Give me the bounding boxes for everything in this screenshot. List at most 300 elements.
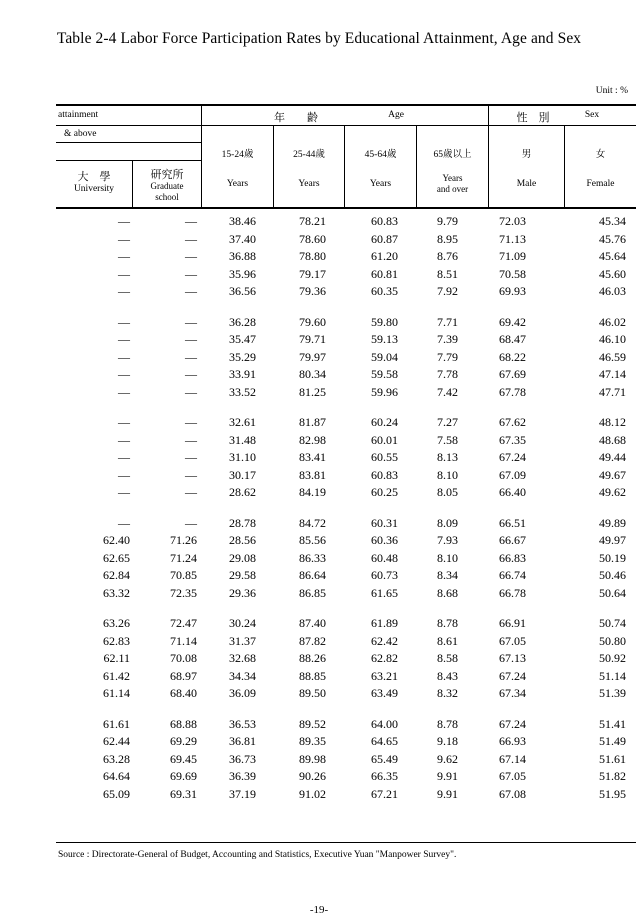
cell-age-65-over: 8.10 (437, 550, 458, 565)
cell-age-65-over: 9.91 (437, 769, 458, 783)
cell-graduate: 69.69 (170, 769, 197, 783)
cell-age-45-64: 60.24 (371, 415, 398, 429)
cell-male: 72.03 (499, 214, 526, 228)
cell-university: 63.26 (103, 616, 130, 630)
cell-age-25-44: 79.71 (299, 332, 326, 346)
cell-male: 67.35 (499, 432, 526, 447)
cell-age-25-44: 82.98 (299, 432, 326, 447)
cell-female: 46.10 (599, 332, 626, 346)
cell-age-45-64: 64.00 (371, 716, 398, 731)
cell-female: 50.19 (599, 550, 626, 565)
header-divider-female (564, 125, 565, 209)
cell-age-25-44: 87.40 (299, 616, 326, 630)
cell-male: 66.78 (499, 585, 526, 600)
cell-female: 51.41 (599, 716, 626, 731)
cell-age-15-24: 28.78 (229, 515, 256, 530)
cell-age-65-over: 8.43 (437, 668, 458, 683)
cell-university: 63.28 (103, 751, 130, 766)
cell-age-25-44: 78.60 (299, 231, 326, 246)
cell-age-15-24: 29.08 (229, 550, 256, 565)
cell-age-25-44: 88.26 (299, 651, 326, 665)
row-group (56, 715, 636, 803)
cell-university: — (118, 266, 130, 281)
cell-age-45-64: 60.87 (371, 231, 398, 246)
cell-age-25-44: 86.33 (299, 550, 326, 565)
cell-age-65-over: 7.78 (437, 367, 458, 381)
age-25-44-zh: 25-44歲 (293, 150, 325, 160)
cell-female: 51.49 (599, 734, 626, 748)
cell-university: 62.83 (103, 633, 130, 648)
cell-male: 67.34 (499, 686, 526, 700)
cell-age-15-24: 34.34 (229, 668, 256, 683)
cell-female: 49.62 (599, 485, 626, 499)
cell-graduate: — (185, 515, 197, 530)
cell-age-65-over: 7.39 (437, 332, 458, 346)
cell-female: 50.92 (599, 651, 626, 665)
cell-university: 62.40 (103, 533, 130, 547)
cell-female: 50.64 (599, 585, 626, 600)
cell-university: 61.14 (103, 686, 130, 700)
grad-zh-label: 研究所 (150, 169, 184, 181)
cell-female: 49.44 (599, 450, 626, 464)
cell-female: 46.02 (599, 314, 626, 329)
cell-female: 45.76 (599, 231, 626, 246)
cell-female: 49.89 (599, 515, 626, 530)
header-rule-2 (56, 142, 201, 143)
cell-age-65-over: 9.79 (437, 214, 458, 228)
cell-male: 67.08 (499, 786, 526, 801)
cell-age-45-64: 59.04 (371, 349, 398, 364)
cell-graduate: — (185, 266, 197, 281)
cell-university: — (118, 214, 130, 228)
cell-university: — (118, 450, 130, 464)
cell-graduate: 69.45 (170, 751, 197, 766)
cell-graduate: 69.29 (170, 734, 197, 748)
table-row (56, 785, 636, 803)
cell-male: 67.05 (499, 633, 526, 648)
cell-age-25-44: 79.97 (299, 349, 326, 364)
cell-age-45-64: 61.89 (371, 616, 398, 630)
cell-age-25-44: 83.41 (299, 450, 326, 464)
cell-age-45-64: 60.55 (371, 450, 398, 464)
cell-graduate: 71.14 (170, 633, 197, 648)
cell-university: — (118, 432, 130, 447)
age-65-over-en-2: and over (436, 184, 469, 194)
cell-age-45-64: 60.81 (371, 266, 398, 281)
cell-age-15-24: 36.53 (229, 716, 256, 731)
row-group (56, 413, 636, 501)
table-row (56, 466, 636, 484)
grad-en-label-2: school (155, 192, 179, 202)
cell-age-15-24: 36.28 (229, 314, 256, 329)
cell-age-25-44: 86.64 (299, 568, 326, 582)
cell-age-25-44: 88.85 (299, 668, 326, 683)
cell-age-15-24: 37.40 (229, 231, 256, 246)
cell-graduate: — (185, 432, 197, 447)
table-row (56, 365, 636, 383)
cell-age-65-over: 8.76 (437, 249, 458, 263)
cell-age-15-24: 33.91 (229, 367, 256, 381)
cell-age-45-64: 62.82 (371, 651, 398, 665)
table-row (56, 767, 636, 785)
cell-university: 62.44 (103, 734, 130, 748)
age-zh-label: 年 齡 (274, 112, 318, 124)
cell-female: 51.61 (599, 751, 626, 766)
cell-graduate: — (185, 367, 197, 381)
cell-female: 51.39 (599, 686, 626, 700)
cell-age-15-24: 31.10 (229, 450, 256, 464)
cell-age-25-44: 90.26 (299, 769, 326, 783)
cell-male: 66.91 (499, 616, 526, 630)
cell-male: 67.78 (499, 384, 526, 399)
cell-age-65-over: 9.18 (437, 734, 458, 748)
cell-age-25-44: 91.02 (299, 786, 326, 801)
table-row (56, 448, 636, 466)
cell-female: 49.97 (599, 533, 626, 547)
cell-age-15-24: 29.36 (229, 585, 256, 600)
cell-female: 51.14 (599, 668, 626, 683)
age-45-64-en: Years (369, 179, 392, 189)
age-en-label: Age (388, 110, 404, 120)
cell-female: 46.03 (599, 284, 626, 298)
cell-age-15-24: 36.39 (229, 769, 256, 783)
cell-age-15-24: 36.81 (229, 734, 256, 748)
cell-age-25-44: 84.19 (299, 485, 326, 499)
cell-university: — (118, 349, 130, 364)
table-header (56, 104, 636, 208)
table-row (56, 732, 636, 750)
table-row (56, 413, 636, 431)
cell-age-25-44: 78.21 (299, 214, 326, 228)
cell-graduate: 68.88 (170, 716, 197, 731)
cell-age-65-over: 8.78 (437, 716, 458, 731)
cell-female: 45.34 (599, 214, 626, 228)
cell-male: 67.69 (499, 367, 526, 381)
cell-age-45-64: 59.58 (371, 367, 398, 381)
cell-age-25-44: 79.60 (299, 314, 326, 329)
sex-zh-label: 性 別 (516, 112, 550, 124)
age-65-over-en-1: Years (442, 173, 463, 183)
cell-graduate: 70.08 (170, 651, 197, 665)
cell-male: 69.42 (499, 314, 526, 329)
age-65-over-zh: 65歲以上 (433, 150, 472, 160)
table-row (56, 649, 636, 667)
unit-label: Unit : % (595, 86, 628, 96)
table-row (56, 431, 636, 449)
cell-university: 63.32 (103, 585, 130, 600)
cell-age-65-over: 8.13 (437, 450, 458, 464)
cell-female: 47.71 (599, 384, 626, 399)
cell-age-45-64: 60.25 (371, 485, 398, 499)
cell-age-45-64: 60.35 (371, 284, 398, 298)
cell-male: 66.93 (499, 734, 526, 748)
row-group (56, 313, 636, 401)
cell-age-45-64: 60.01 (371, 432, 398, 447)
cell-age-45-64: 60.83 (371, 467, 398, 482)
cell-age-65-over: 7.27 (437, 415, 458, 429)
cell-male: 67.09 (499, 467, 526, 482)
cell-university: — (118, 367, 130, 381)
cell-age-65-over: 7.92 (437, 284, 458, 298)
age-25-44-en: Years (298, 179, 320, 189)
cell-university: 61.61 (103, 716, 130, 731)
cell-university: — (118, 515, 130, 530)
cell-male: 70.58 (499, 266, 526, 281)
cell-university: 62.84 (103, 568, 130, 582)
table-row (56, 348, 636, 366)
cell-female: 45.60 (599, 266, 626, 281)
cell-female: 50.46 (599, 568, 626, 582)
cell-male: 67.14 (499, 751, 526, 766)
male-zh: 男 (521, 150, 532, 160)
cell-male: 66.83 (499, 550, 526, 565)
cell-graduate: 69.31 (170, 786, 197, 801)
page-number: -19- (309, 904, 329, 916)
cell-female: 45.64 (599, 249, 626, 263)
cell-graduate: — (185, 231, 197, 246)
cell-university: 62.11 (103, 651, 130, 665)
table-row (56, 531, 636, 549)
cell-age-25-44: 81.87 (299, 415, 326, 429)
cell-age-45-64: 65.49 (371, 751, 398, 766)
header-divider-a3 (344, 125, 345, 209)
male-en: Male (516, 179, 537, 189)
cell-age-25-44: 89.98 (299, 751, 326, 766)
cell-age-65-over: 8.05 (437, 485, 458, 499)
cell-age-15-24: 29.58 (229, 568, 256, 582)
row-group (56, 614, 636, 702)
cell-graduate: 71.26 (170, 533, 197, 547)
table-row (56, 667, 636, 685)
sex-en-label: Sex (584, 110, 600, 120)
cell-age-65-over: 8.68 (437, 585, 458, 600)
age-15-24-zh: 15-24歲 (221, 150, 254, 160)
table-title: Table 2-4 Labor Force Participation Rates by Educational Attainment, Age and Sex (56, 30, 582, 47)
cell-age-45-64: 60.31 (371, 515, 398, 530)
cell-graduate: — (185, 332, 197, 346)
cell-male: 67.13 (499, 651, 526, 665)
cell-male: 67.24 (499, 668, 526, 683)
cell-age-45-64: 61.65 (371, 585, 398, 600)
cell-male: 66.74 (499, 568, 526, 582)
header-bottom-rule (56, 207, 636, 209)
cell-university: — (118, 485, 130, 499)
header-divider-a2 (273, 125, 274, 209)
cell-female: 50.74 (599, 616, 626, 630)
female-zh: 女 (595, 150, 606, 160)
table-row (56, 313, 636, 331)
cell-university: 62.65 (103, 550, 130, 565)
cell-graduate: — (185, 485, 197, 499)
cell-age-65-over: 8.34 (437, 568, 458, 582)
cell-age-15-24: 28.56 (229, 533, 256, 547)
cell-age-65-over: 7.42 (437, 384, 458, 399)
cell-age-65-over: 8.32 (437, 686, 458, 700)
cell-age-25-44: 86.85 (299, 585, 326, 600)
table-row (56, 684, 636, 702)
cell-age-15-24: 32.68 (229, 651, 256, 665)
cell-age-65-over: 8.51 (437, 266, 458, 281)
cell-age-45-64: 61.20 (371, 249, 398, 263)
cell-female: 49.67 (599, 467, 626, 482)
cell-age-45-64: 59.96 (371, 384, 398, 399)
cell-female: 51.95 (599, 786, 626, 801)
cell-female: 46.59 (599, 349, 626, 364)
table-row (56, 212, 636, 230)
cell-male: 71.09 (499, 249, 526, 263)
attainment-label: attainment (58, 110, 99, 120)
cell-age-45-64: 63.21 (371, 668, 398, 683)
header-divider-a4 (416, 125, 417, 209)
cell-age-65-over: 8.58 (437, 651, 458, 665)
cell-age-65-over: 8.95 (437, 231, 458, 246)
cell-male: 68.22 (499, 349, 526, 364)
cell-age-45-64: 63.49 (371, 686, 398, 700)
table-row (56, 750, 636, 768)
cell-age-65-over: 8.09 (437, 515, 458, 530)
cell-age-45-64: 62.42 (371, 633, 398, 648)
table-row (56, 584, 636, 602)
header-top-rule (56, 104, 636, 106)
cell-university: — (118, 231, 130, 246)
cell-age-25-44: 87.82 (299, 633, 326, 648)
cell-age-15-24: 35.96 (229, 266, 256, 281)
table-row (56, 383, 636, 401)
cell-age-45-64: 67.21 (371, 786, 398, 801)
cell-age-65-over: 7.93 (437, 533, 458, 547)
table-row (56, 566, 636, 584)
cell-graduate: — (185, 314, 197, 329)
cell-age-25-44: 89.35 (299, 734, 326, 748)
table-row (56, 514, 636, 532)
cell-university: — (118, 384, 130, 399)
cell-age-25-44: 79.36 (299, 284, 326, 298)
cell-age-65-over: 8.10 (437, 467, 458, 482)
cell-age-15-24: 35.47 (229, 332, 256, 346)
cell-male: 66.51 (499, 515, 526, 530)
cell-male: 67.05 (499, 769, 526, 783)
cell-age-15-24: 37.19 (229, 786, 256, 801)
source-note: Source : Directorate-General of Budget, Accounting and Statistics, Executive Yuan "Manpower Survey". (58, 850, 457, 860)
cell-age-65-over: 7.58 (437, 432, 458, 447)
cell-age-25-44: 79.17 (299, 266, 326, 281)
cell-university: 64.64 (103, 769, 130, 783)
cell-university: — (118, 467, 130, 482)
cell-female: 48.68 (599, 432, 626, 447)
cell-age-25-44: 81.25 (299, 384, 326, 399)
cell-university: — (118, 332, 130, 346)
cell-age-25-44: 89.52 (299, 716, 326, 731)
table-row (56, 483, 636, 501)
cell-age-25-44: 80.34 (299, 367, 326, 381)
cell-graduate: 68.97 (170, 668, 197, 683)
cell-age-65-over: 7.71 (437, 314, 458, 329)
cell-graduate: — (185, 214, 197, 228)
cell-age-45-64: 60.73 (371, 568, 398, 582)
cell-age-65-over: 8.78 (437, 616, 458, 630)
cell-age-45-64: 66.35 (371, 769, 398, 783)
cell-graduate: — (185, 415, 197, 429)
cell-graduate: 71.24 (170, 550, 197, 565)
cell-age-15-24: 36.88 (229, 249, 256, 263)
cell-graduate: — (185, 284, 197, 298)
table-bottom-rule (56, 842, 636, 843)
cell-male: 66.67 (499, 533, 526, 547)
cell-university: — (118, 284, 130, 298)
table-body (56, 212, 636, 815)
cell-female: 48.12 (599, 415, 626, 429)
cell-graduate: — (185, 384, 197, 399)
cell-graduate: 68.40 (170, 686, 197, 700)
header-rule-1 (56, 125, 636, 126)
cell-graduate: — (185, 249, 197, 263)
cell-age-45-64: 59.80 (371, 314, 398, 329)
table-row (56, 265, 636, 283)
cell-age-15-24: 32.61 (229, 415, 256, 429)
cell-university: — (118, 314, 130, 329)
cell-male: 71.13 (499, 231, 526, 246)
cell-age-45-64: 60.48 (371, 550, 398, 565)
table-row (56, 330, 636, 348)
cell-female: 50.80 (599, 633, 626, 648)
cell-male: 68.47 (499, 332, 526, 346)
table-row (56, 247, 636, 265)
cell-age-45-64: 60.83 (371, 214, 398, 228)
cell-age-25-44: 83.81 (299, 467, 326, 482)
cell-age-45-64: 59.13 (371, 332, 398, 346)
cell-male: 69.93 (499, 284, 526, 298)
table-row (56, 715, 636, 733)
female-en: Female (586, 179, 615, 189)
cell-university: — (118, 249, 130, 263)
cell-age-15-24: 30.17 (229, 467, 256, 482)
cell-male: 67.24 (499, 716, 526, 731)
cell-age-65-over: 7.79 (437, 349, 458, 364)
cell-age-15-24: 36.09 (229, 686, 256, 700)
row-group (56, 514, 636, 602)
table-row (56, 549, 636, 567)
cell-graduate: 72.47 (170, 616, 197, 630)
cell-age-15-24: 33.52 (229, 384, 256, 399)
grad-en-label-1: Graduate (150, 181, 184, 191)
cell-age-65-over: 9.62 (437, 751, 458, 766)
cell-university: 65.09 (103, 786, 130, 801)
cell-age-25-44: 84.72 (299, 515, 326, 530)
cell-age-15-24: 28.62 (229, 485, 256, 499)
age-45-64-zh: 45-64歲 (364, 150, 397, 160)
cell-age-15-24: 30.24 (229, 616, 256, 630)
table-row (56, 614, 636, 632)
cell-age-15-24: 31.37 (229, 633, 256, 648)
header-rule-3 (56, 160, 201, 161)
cell-male: 66.40 (499, 485, 526, 499)
cell-graduate: — (185, 450, 197, 464)
cell-age-25-44: 89.50 (299, 686, 326, 700)
cell-graduate: 70.85 (170, 568, 197, 582)
univ-en-label: University (73, 184, 115, 194)
table-row (56, 632, 636, 650)
cell-age-25-44: 78.80 (299, 249, 326, 263)
cell-age-15-24: 36.56 (229, 284, 256, 298)
cell-age-15-24: 38.46 (229, 214, 256, 228)
cell-graduate: — (185, 349, 197, 364)
cell-female: 51.82 (599, 769, 626, 783)
cell-female: 47.14 (599, 367, 626, 381)
cell-age-25-44: 85.56 (299, 533, 326, 547)
cell-male: 67.62 (499, 415, 526, 429)
table-row (56, 230, 636, 248)
cell-male: 67.24 (499, 450, 526, 464)
